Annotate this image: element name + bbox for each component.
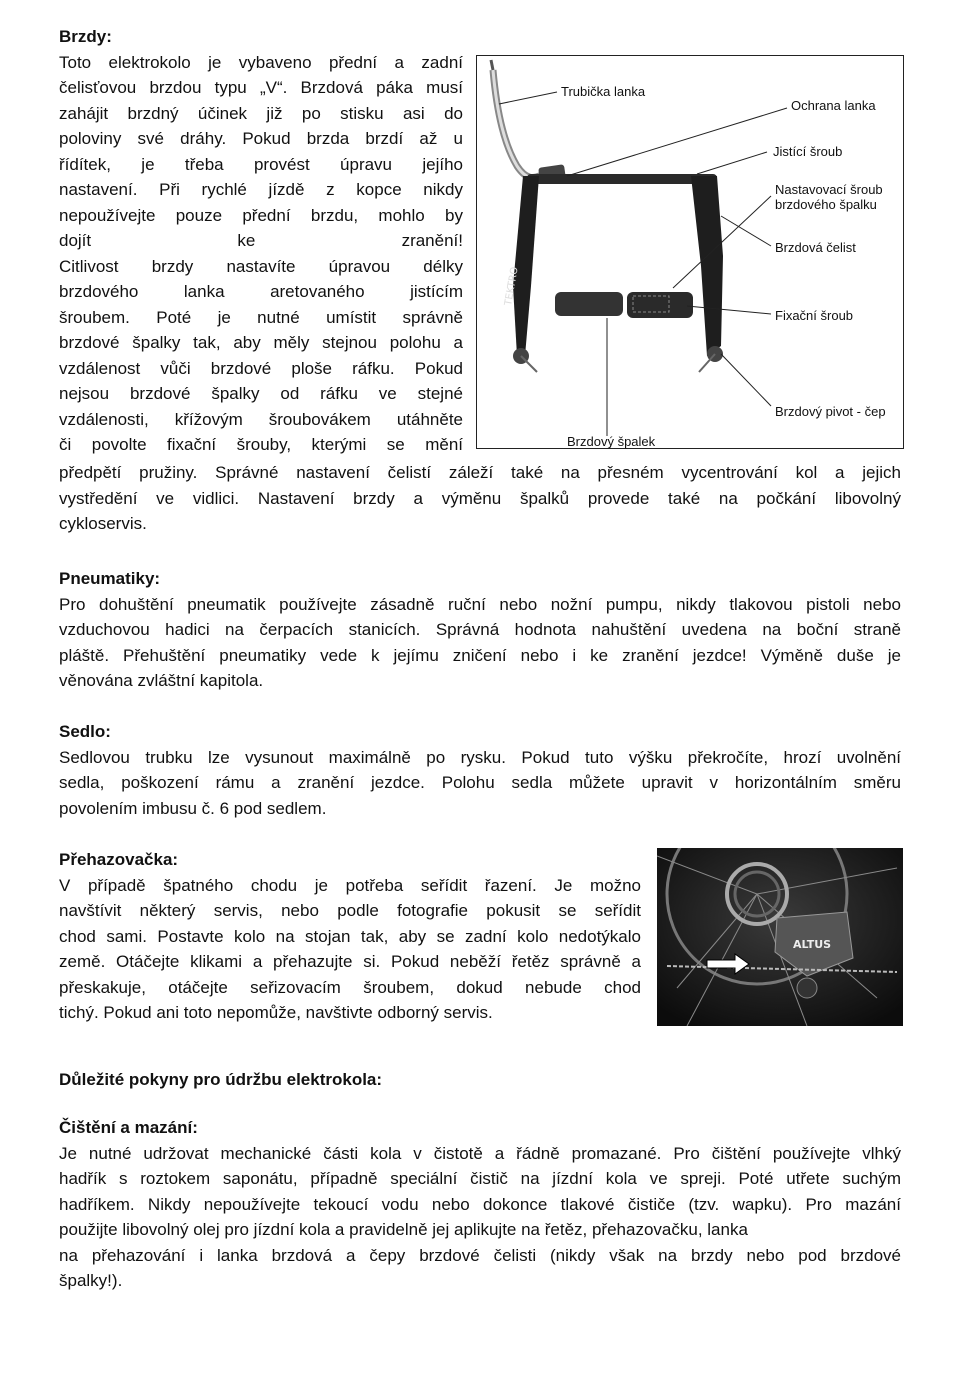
text-line: pláště. Přehuštění pneumatiky vede k jejímu zničení nebo i ke zranění jezdce! Výměně duše je (59, 645, 901, 665)
text-line: na přehazování i lanka brzdová a čepy brzdové čelisti (nikdy však na brzdy nebo pod brzdové (59, 1245, 901, 1265)
text-line: vzduchovou hadici na čerpacích stanicích. Správná hodnota nahuštění uvedena na boční straně (59, 620, 901, 639)
maintenance-section (59, 1067, 901, 1093)
text-line: Je nutné udržovat mechanické části kola v čistotě a řádně promazané. Pro čištění používejte vlhký (59, 1143, 901, 1163)
label-fixing-bolt: Fixační šroub (775, 308, 854, 323)
tyres-heading: Pneumatiky: (59, 569, 161, 588)
text-line: vzdálenost vůči brzdové ploše ráfku. Pokud (59, 358, 463, 378)
text-line: Pro dohuštění pneumatik používejte zásadně ruční nebo nožní pumpu, nikdy tlakovou pistoli nebo (59, 594, 901, 614)
derailleur-heading: Přehazovačka: (59, 850, 179, 869)
text-line: vystředění ve vidlici. Nastavení brzdy a výměnu špalků provede také na počkání libovolný (59, 488, 901, 508)
text-line: země. Otáčejte klikami a přehazujte si. Pokud neběží řetěz správně a (59, 952, 641, 971)
text-line: nepoužívejte pouze přední brzdu, mohlo by (59, 205, 463, 225)
text-line: vzdálenosti, křížovým šroubovákem utáhněte (59, 409, 463, 429)
text-line: šroubem. Poté je nutné umístit správně (59, 307, 463, 327)
label-pad-adjust-bolt: Nastavovací šroub brzdového špalku (775, 182, 883, 212)
brake-link (527, 174, 717, 184)
text-line: špalky!). (59, 1271, 123, 1290)
text-line: použijte libovolný olej pro jízdní kola a pravidelně jej aplikujte na řetěz, přehazovačku, lanka (59, 1220, 748, 1239)
saddle-section (59, 719, 901, 821)
left-arm (513, 176, 539, 356)
tyres-section (59, 566, 901, 694)
label-cable-boot: Ochrana lanka (791, 98, 876, 113)
brakes-heading: Brzdy: (59, 27, 112, 46)
text-line: věnována zvláštní kapitola. (59, 671, 264, 690)
label-brake-pad: Brzdový špalek (567, 434, 656, 449)
text-line: či povolte fixační šrouby, kterými se mění (59, 435, 463, 454)
text-line: zahájit brzdný účinek již po stisku asi do (59, 103, 463, 123)
maintenance-heading: Důležité pokyny pro údržbu elektrokola: (59, 1070, 383, 1089)
text-line: Toto elektrokolo je vybaveno přední a zadní (59, 52, 463, 72)
label-pivot: Brzdový pivot - čep (775, 404, 886, 419)
text-line: Sedlovou trubku lze vysunout maximálně po rysku. Pokud tuto výšku překročíte, hrozí uvolnění (59, 747, 901, 767)
brakes-paragraph (59, 50, 463, 458)
text-line: sedla, poškození rámu a zranění jezdce. Polohu sedla můžete upravit v horizontálním směru (59, 773, 901, 792)
text-line: brzdového lanka aretovaného jistícím (59, 282, 463, 301)
brakes-section (59, 24, 463, 458)
text-line: brzdové špalky tak, aby měly stejnou polohu a (59, 333, 463, 352)
text-line: navštívit některý servis, nebo podle fotografie pokusit se seřídit (59, 901, 641, 920)
photo-brand-text: ALTUS (793, 938, 832, 951)
text-line: předpětí pružiny. Správné nastavení čelistí záleží také na přesném vycentrování kol a jejich (59, 463, 901, 482)
saddle-heading: Sedlo: (59, 722, 111, 741)
derailleur-photo (657, 848, 903, 1026)
text-line: povolením imbusu č. 6 pod sedlem. (59, 798, 327, 818)
brand-text: TEKTRO (503, 266, 521, 307)
text-line: nejsou brzdové špalky od ráfku ve stejné (59, 384, 463, 403)
text-line: hadřík s roztokem saponátu, případně speciální čistič na jízdní kola ve spreji. Poté utřete suchým (59, 1169, 901, 1188)
text-line: hadříkem. Nikdy nepoužívejte tekoucí vodu nebo dokonce tlakové čističe (tzv. wapku). Pro mazání (59, 1194, 901, 1214)
text-line: poloviny své dráhy. Pokud brzda brzdí až u (59, 129, 463, 148)
label-anchor-bolt: Jistící šroub (773, 144, 843, 159)
brakes-paragraph-continued (59, 460, 901, 537)
text-line: chod sami. Postavte kolo na stojan tak, aby se zadní kolo nedotýkalo (59, 926, 641, 946)
jockey-wheel (797, 978, 817, 998)
text-line: dojít ke zranění! (59, 231, 463, 250)
label-brake-arm: Brzdová čelist (775, 240, 856, 255)
derailleur-photo-illustration (657, 848, 903, 1026)
text-line: tichý. Pokud ani toto nepomůže, navštivte odborný servis. (59, 1003, 493, 1022)
v-brake-figure (476, 55, 904, 449)
text-line: nastavení. Při rychlé jízdě z kopce nikdy (59, 180, 463, 199)
text-line: čelisťovou brzdou typu „V“. Brzdová páka musí (59, 78, 463, 97)
text-line: řídítek, je třeba provést úpravu jejího (59, 154, 463, 174)
cleaning-section (59, 1115, 901, 1294)
cleaning-heading: Čištění a mazání: (59, 1118, 198, 1137)
label-cable-noodle: Trubička lanka (561, 84, 646, 99)
text-line: cykloservis. (59, 514, 147, 533)
text-line: přeskakuje, otáčejte seřizovacím šroubem, dokud nebude chod (59, 977, 641, 997)
text-line: Citlivost brzdy nastavíte úpravou délky (59, 256, 463, 276)
text-line: V případě špatného chodu je potřeba seřídit řazení. Je možno (59, 875, 641, 895)
brake-pad-left (555, 292, 623, 316)
derailleur-section (59, 847, 641, 1026)
